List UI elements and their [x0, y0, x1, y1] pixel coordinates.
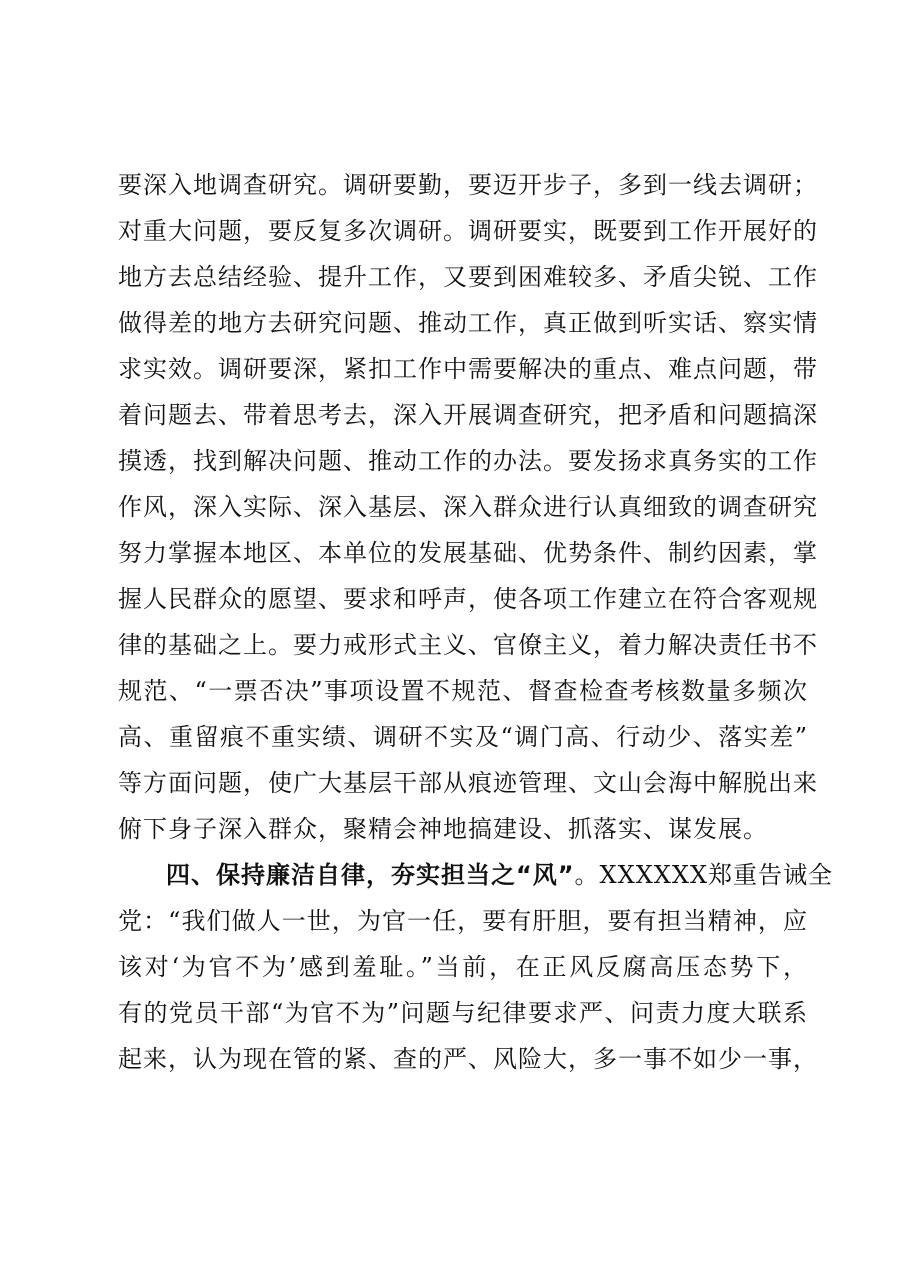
text-line: 有的党员干部“为官不为”问题与纪律要求严、问责力度大联系 [118, 999, 808, 1027]
text-line: 着问题去、带着思考去，深入开展调查研究，把矛盾和问题搞深 [118, 401, 818, 429]
text-line: 律的基础之上。要力戒形式主义、官僚主义，着力解决责任书不 [118, 631, 818, 659]
text-line: 摸透，找到解决问题、推动工作的办法。要发扬求真务实的工作 [118, 447, 818, 475]
text-line: 俯下身子深入群众，聚精会神地搞建设、抓落实、谋发展。 [118, 815, 768, 843]
text-line: 起来，认为现在管的紧、查的严、风险大，多一事不如少一事， [118, 1045, 818, 1073]
text-line: 作风，深入实际、深入基层、深入群众进行认真细致的调查研究 [118, 493, 818, 521]
text-line: 地方去总结经验、提升工作，又要到困难较多、矛盾尖锐、工作 [118, 263, 818, 291]
text-line: 握人民群众的愿望、要求和呼声，使各项工作建立在符合客观规 [118, 585, 818, 613]
section-heading: 四、保持廉洁自律，夯实担当之“风” [166, 861, 575, 889]
body-text [118, 162, 834, 1082]
text-line: 做得差的地方去研究问题、推动工作，真正做到听实话、察实情 [118, 309, 818, 337]
text-line: 要深入地调查研究。调研要勤，要迈开步子，多到一线去调研； [118, 171, 818, 199]
section-heading-line [118, 852, 834, 898]
text-line: 等方面问题，使广大基层干部从痕迹管理、文山会海中解脱出来 [118, 769, 818, 797]
text-line: 规范、“一票否决”事项设置不规范、督查检查考核数量多频次 [118, 677, 808, 705]
heading-line-rest: 。XXXXXX郑重告诫全 [574, 861, 834, 889]
text-line: 党：“我们做人一世，为官一任，要有肝胆，要有担当精神，应 [118, 907, 808, 935]
text-line: 该对‘为官不为’感到羞耻。”当前，在正风反腐高压态势下， [118, 953, 808, 981]
text-line: 求实效。调研要深，紧扣工作中需要解决的重点、难点问题，带 [118, 355, 818, 383]
text-line: 对重大问题，要反复多次调研。调研要实，既要到工作开展好的 [118, 217, 818, 245]
text-line: 努力掌握本地区、本单位的发展基础、优势条件、制约因素，掌 [118, 539, 818, 567]
text-line: 高、重留痕不重实绩、调研不实及“调门高、行动少、落实差” [118, 723, 808, 751]
